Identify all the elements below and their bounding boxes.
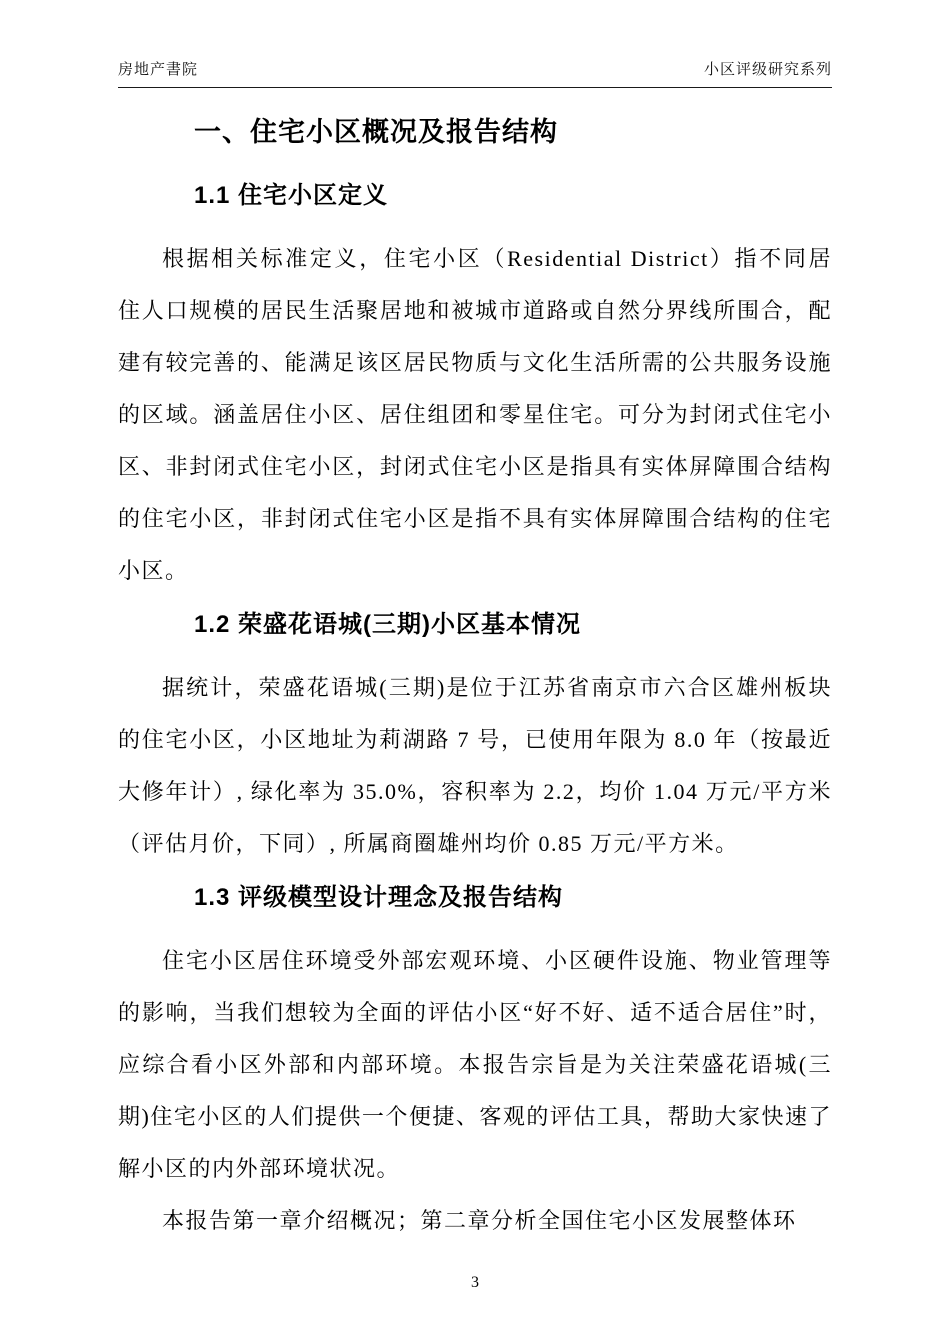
- page-footer: [0, 1274, 950, 1292]
- section-1-2-title: 1.2 荣盛花语城(三期)小区基本情况: [194, 611, 582, 639]
- header-right-text: 小区评级研究系列: [703, 62, 832, 78]
- header-left-text: 房地产書院: [118, 62, 199, 78]
- section-1-1-title: 1.1 住宅小区定义: [194, 182, 389, 210]
- document-content: [118, 116, 832, 1247]
- chapter-title: 一、住宅小区概况及报告结构: [194, 117, 558, 147]
- section-1-2-paragraph: 据统计，荣盛花语城(三期)是位于江苏省南京市六合区雄州板块的住宅小区，小区地址为莉湖路 7 号，已使用年限为 8.0 年（按最近大修年计）, 绿化率为 35.0%，容积率为 2.2，均价 1.04 万元/平方米（评估月价，下同）, 所属商圈雄州均价 0.85 万元/平方米。: [118, 674, 832, 856]
- section-1-1-paragraph: 根据相关标准定义，住宅小区（Residential District）指不同居住人口规模的居民生活聚居地和被城市道路或自然分界线所围合，配建有较完善的、能满足该区居民物质与文化生活所需的公共服务设施的区域。涵盖居住小区、居住组团和零星住宅。可分为封闭式住宅小区、非封闭式住宅小区，封闭式住宅小区是指具有实体屏障围合结构的住宅小区，非封闭式住宅小区是指不具有实体屏障围合结构的住宅小区。: [118, 246, 832, 584]
- page-header: [118, 58, 832, 88]
- page-number: 3: [471, 1274, 479, 1291]
- section-1-3-title: 1.3 评级模型设计理念及报告结构: [194, 883, 564, 911]
- section-1-3-paragraph-1: 住宅小区居住环境受外部宏观环境、小区硬件设施、物业管理等的影响，当我们想较为全面的评估小区“好不好、适不适合居住”时，应综合看小区外部和内部环境。本报告宗旨是为关注荣盛花语城(三期)住宅小区的人们提供一个便捷、客观的评估工具，帮助大家快速了解小区的内外部环境状况。: [118, 947, 832, 1181]
- section-1-3-paragraph-2: 本报告第一章介绍概况；第二章分析全国住宅小区发展整体环: [162, 1207, 797, 1233]
